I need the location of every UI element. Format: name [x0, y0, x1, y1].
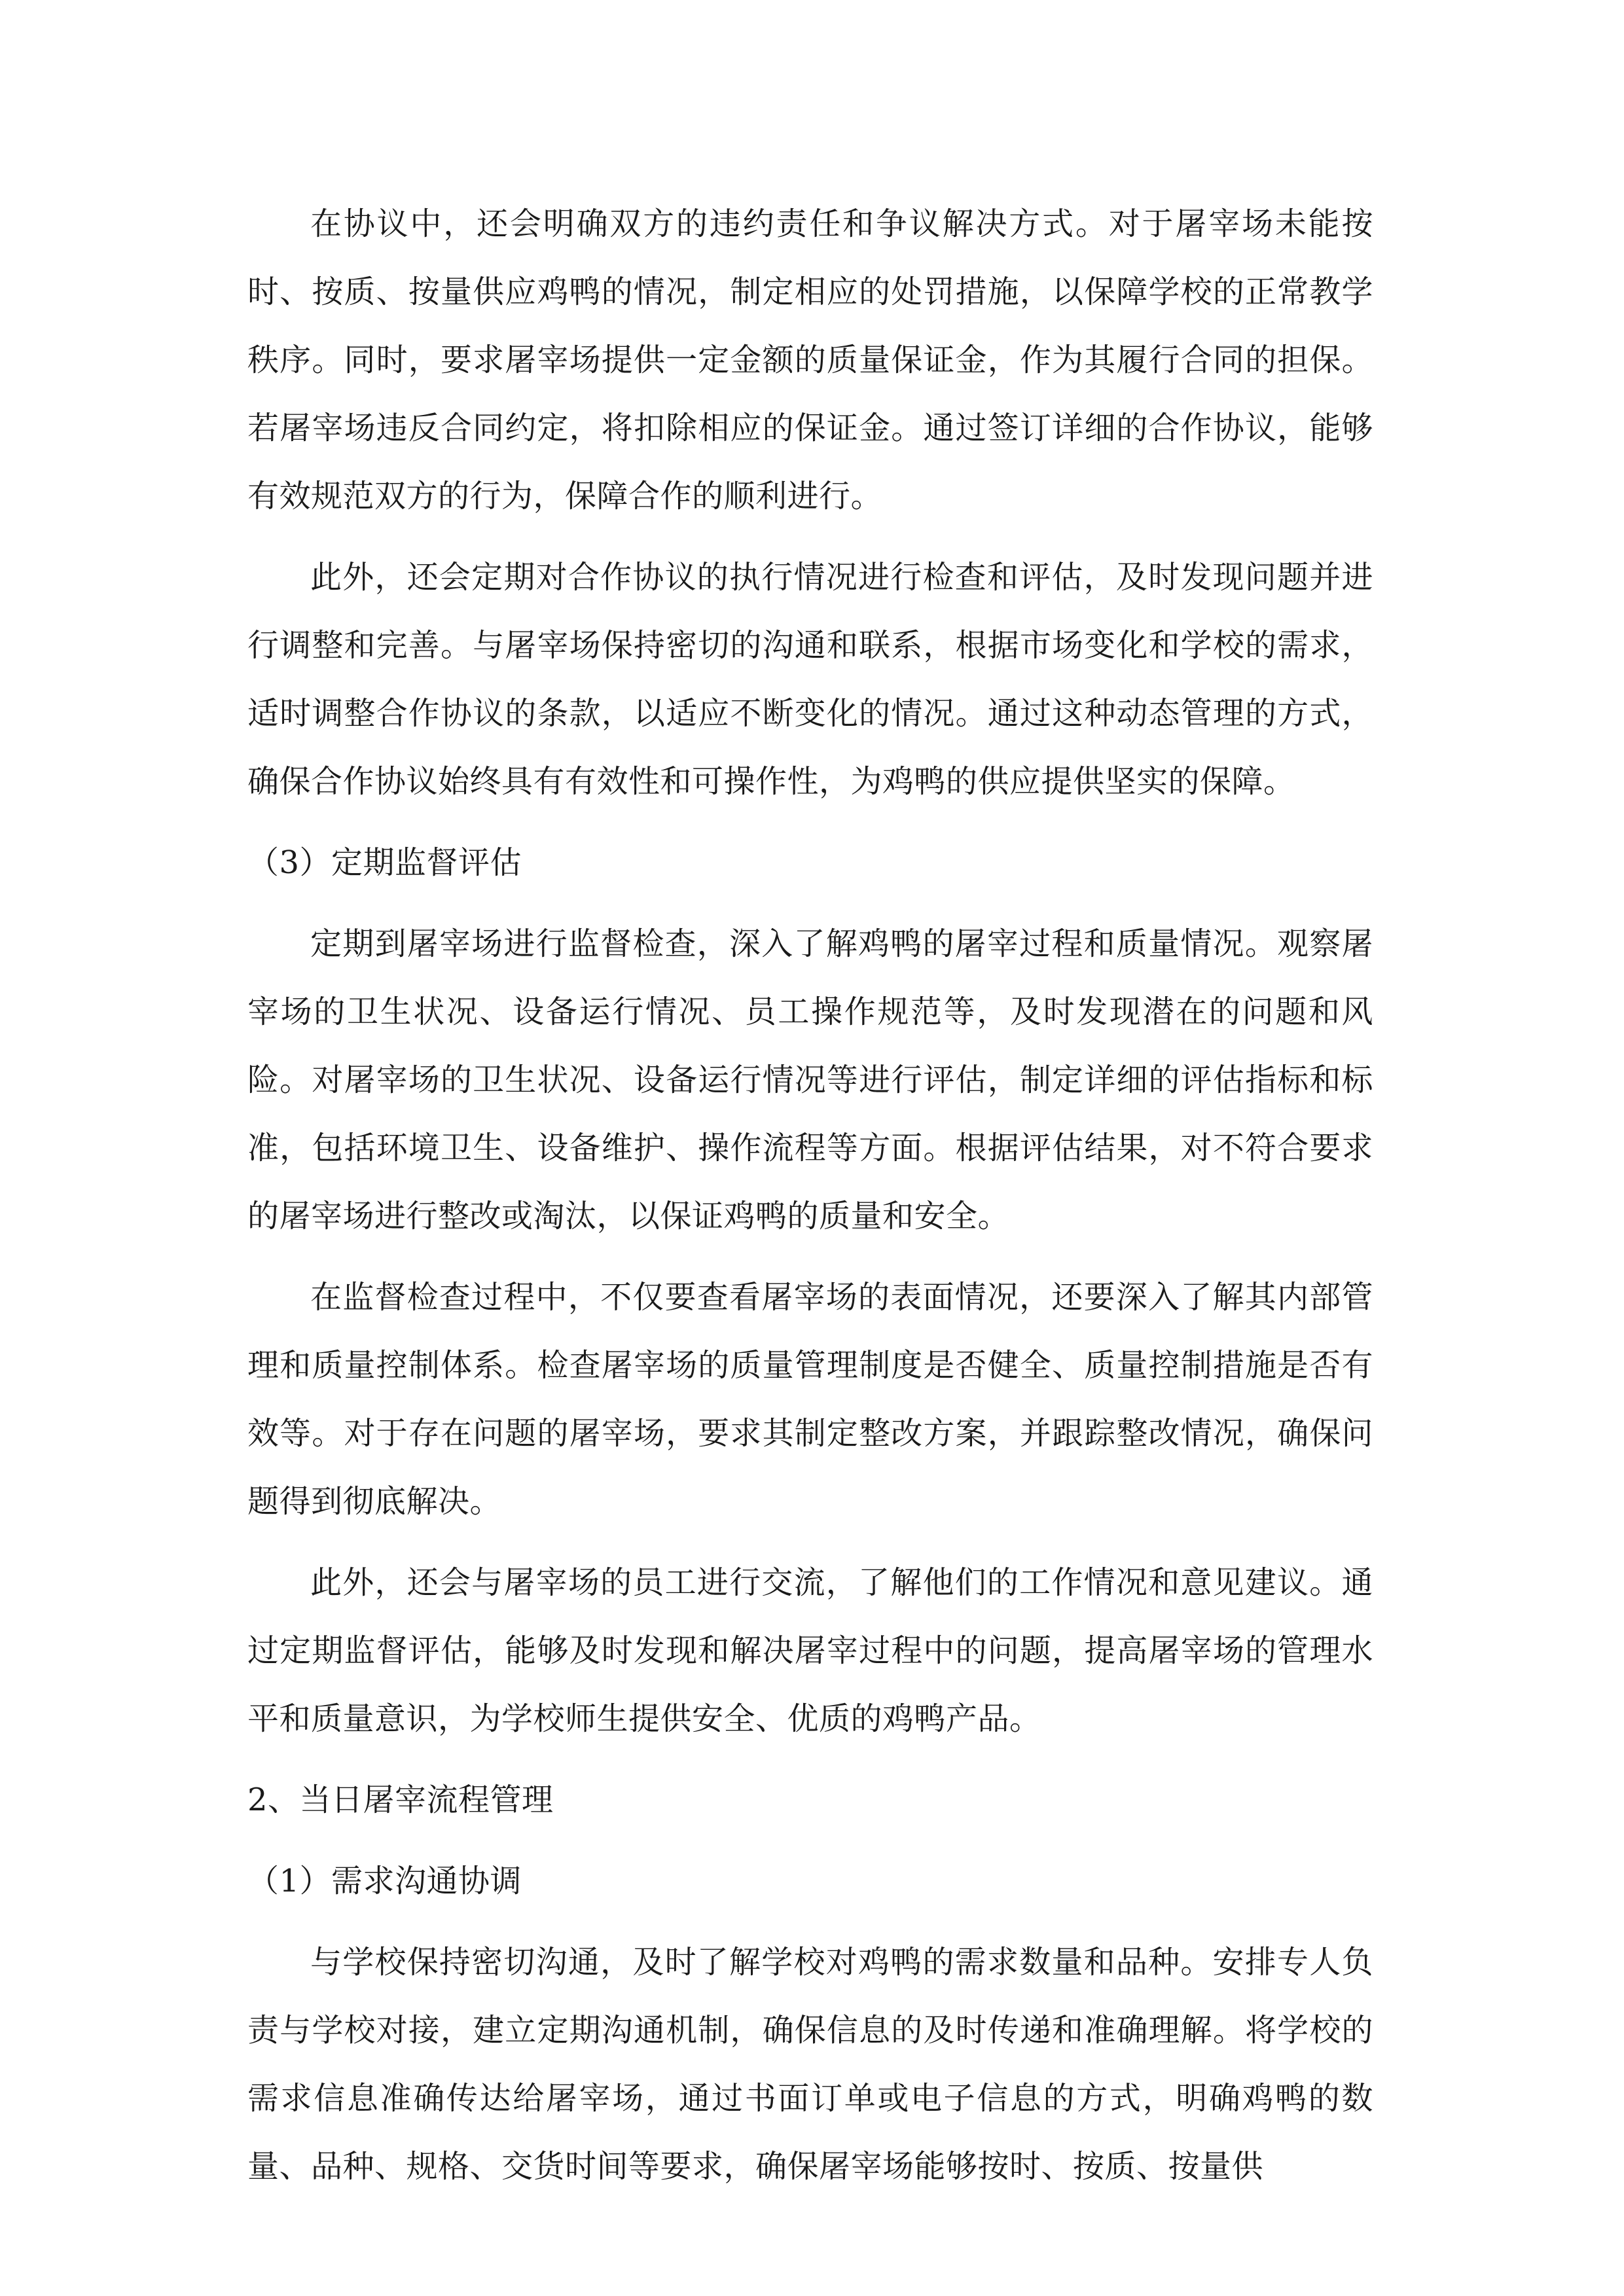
paragraph-agreement-review: 此外，还会定期对合作协议的执行情况进行检查和评估，及时发现问题并进行调整和完善。与屠宰场保持密切的沟通和联系，根据市场变化和学校的需求，适时调整合作协议的条款，以适应不断变化的情况。通过这种动态管理的方式，确保合作协议始终具有有效性和可操作性，为鸡鸭的供应提供坚实的保障。 [247, 559, 1373, 800]
paragraph-internal-management: 在监督检查过程中，不仅要查看屠宰场的表面情况，还要深入了解其内部管理和质量控制体系。检查屠宰场的质量管理制度是否健全、质量控制措施是否有效等。对于存在问题的屠宰场，要求其制定整改方案，并跟踪整改情况，确保问题得到彻底解决。 [247, 1279, 1373, 1520]
subheading-demand-coordination: （1）需求沟通协调 [247, 1863, 522, 1899]
paragraph-school-communication: 与学校保持密切沟通，及时了解学校对鸡鸭的需求数量和品种。安排专人负责与学校对接，建立定期沟通机制，确保信息的及时传递和准确理解。将学校的需求信息准确传达给屠宰场，通过书面订单或电子信息的方式，明确鸡鸭的数量、品种、规格、交货时间等要求，确保屠宰场能够按时、按质、按量供 [247, 1944, 1373, 2185]
paragraph-penalty-terms: 在协议中，还会明确双方的违约责任和争议解决方式。对于屠宰场未能按时、按质、按量供应鸡鸭的情况，制定相应的处罚措施，以保障学校的正常教学秩序。同时，要求屠宰场提供一定金额的质量保证金，作为其履行合同的担保。若屠宰场违反合同约定，将扣除相应的保证金。通过签订详细的合作协议，能够有效规范双方的行为，保障合作的顺利进行。 [247, 206, 1373, 514]
section-heading-daily-slaughter: 2、当日屠宰流程管理 [247, 1782, 554, 1818]
document-page [247, 190, 1373, 2214]
paragraph-supervision-inspection: 定期到屠宰场进行监督检查，深入了解鸡鸭的屠宰过程和质量情况。观察屠宰场的卫生状况、设备运行情况、员工操作规范等，及时发现潜在的问题和风险。对屠宰场的卫生状况、设备运行情况等进行评估，制定详细的评估指标和标准，包括环境卫生、设备维护、操作流程等方面。根据评估结果，对不符合要求的屠宰场进行整改或淘汰，以保证鸡鸭的质量和安全。 [247, 925, 1373, 1234]
paragraph-staff-communication: 此外，还会与屠宰场的员工进行交流，了解他们的工作情况和意见建议。通过定期监督评估，能够及时发现和解决屠宰过程中的问题，提高屠宰场的管理水平和质量意识，为学校师生提供安全、优质的鸡鸭产品。 [247, 1564, 1373, 1737]
subheading-periodic-supervision: （3）定期监督评估 [247, 844, 522, 881]
